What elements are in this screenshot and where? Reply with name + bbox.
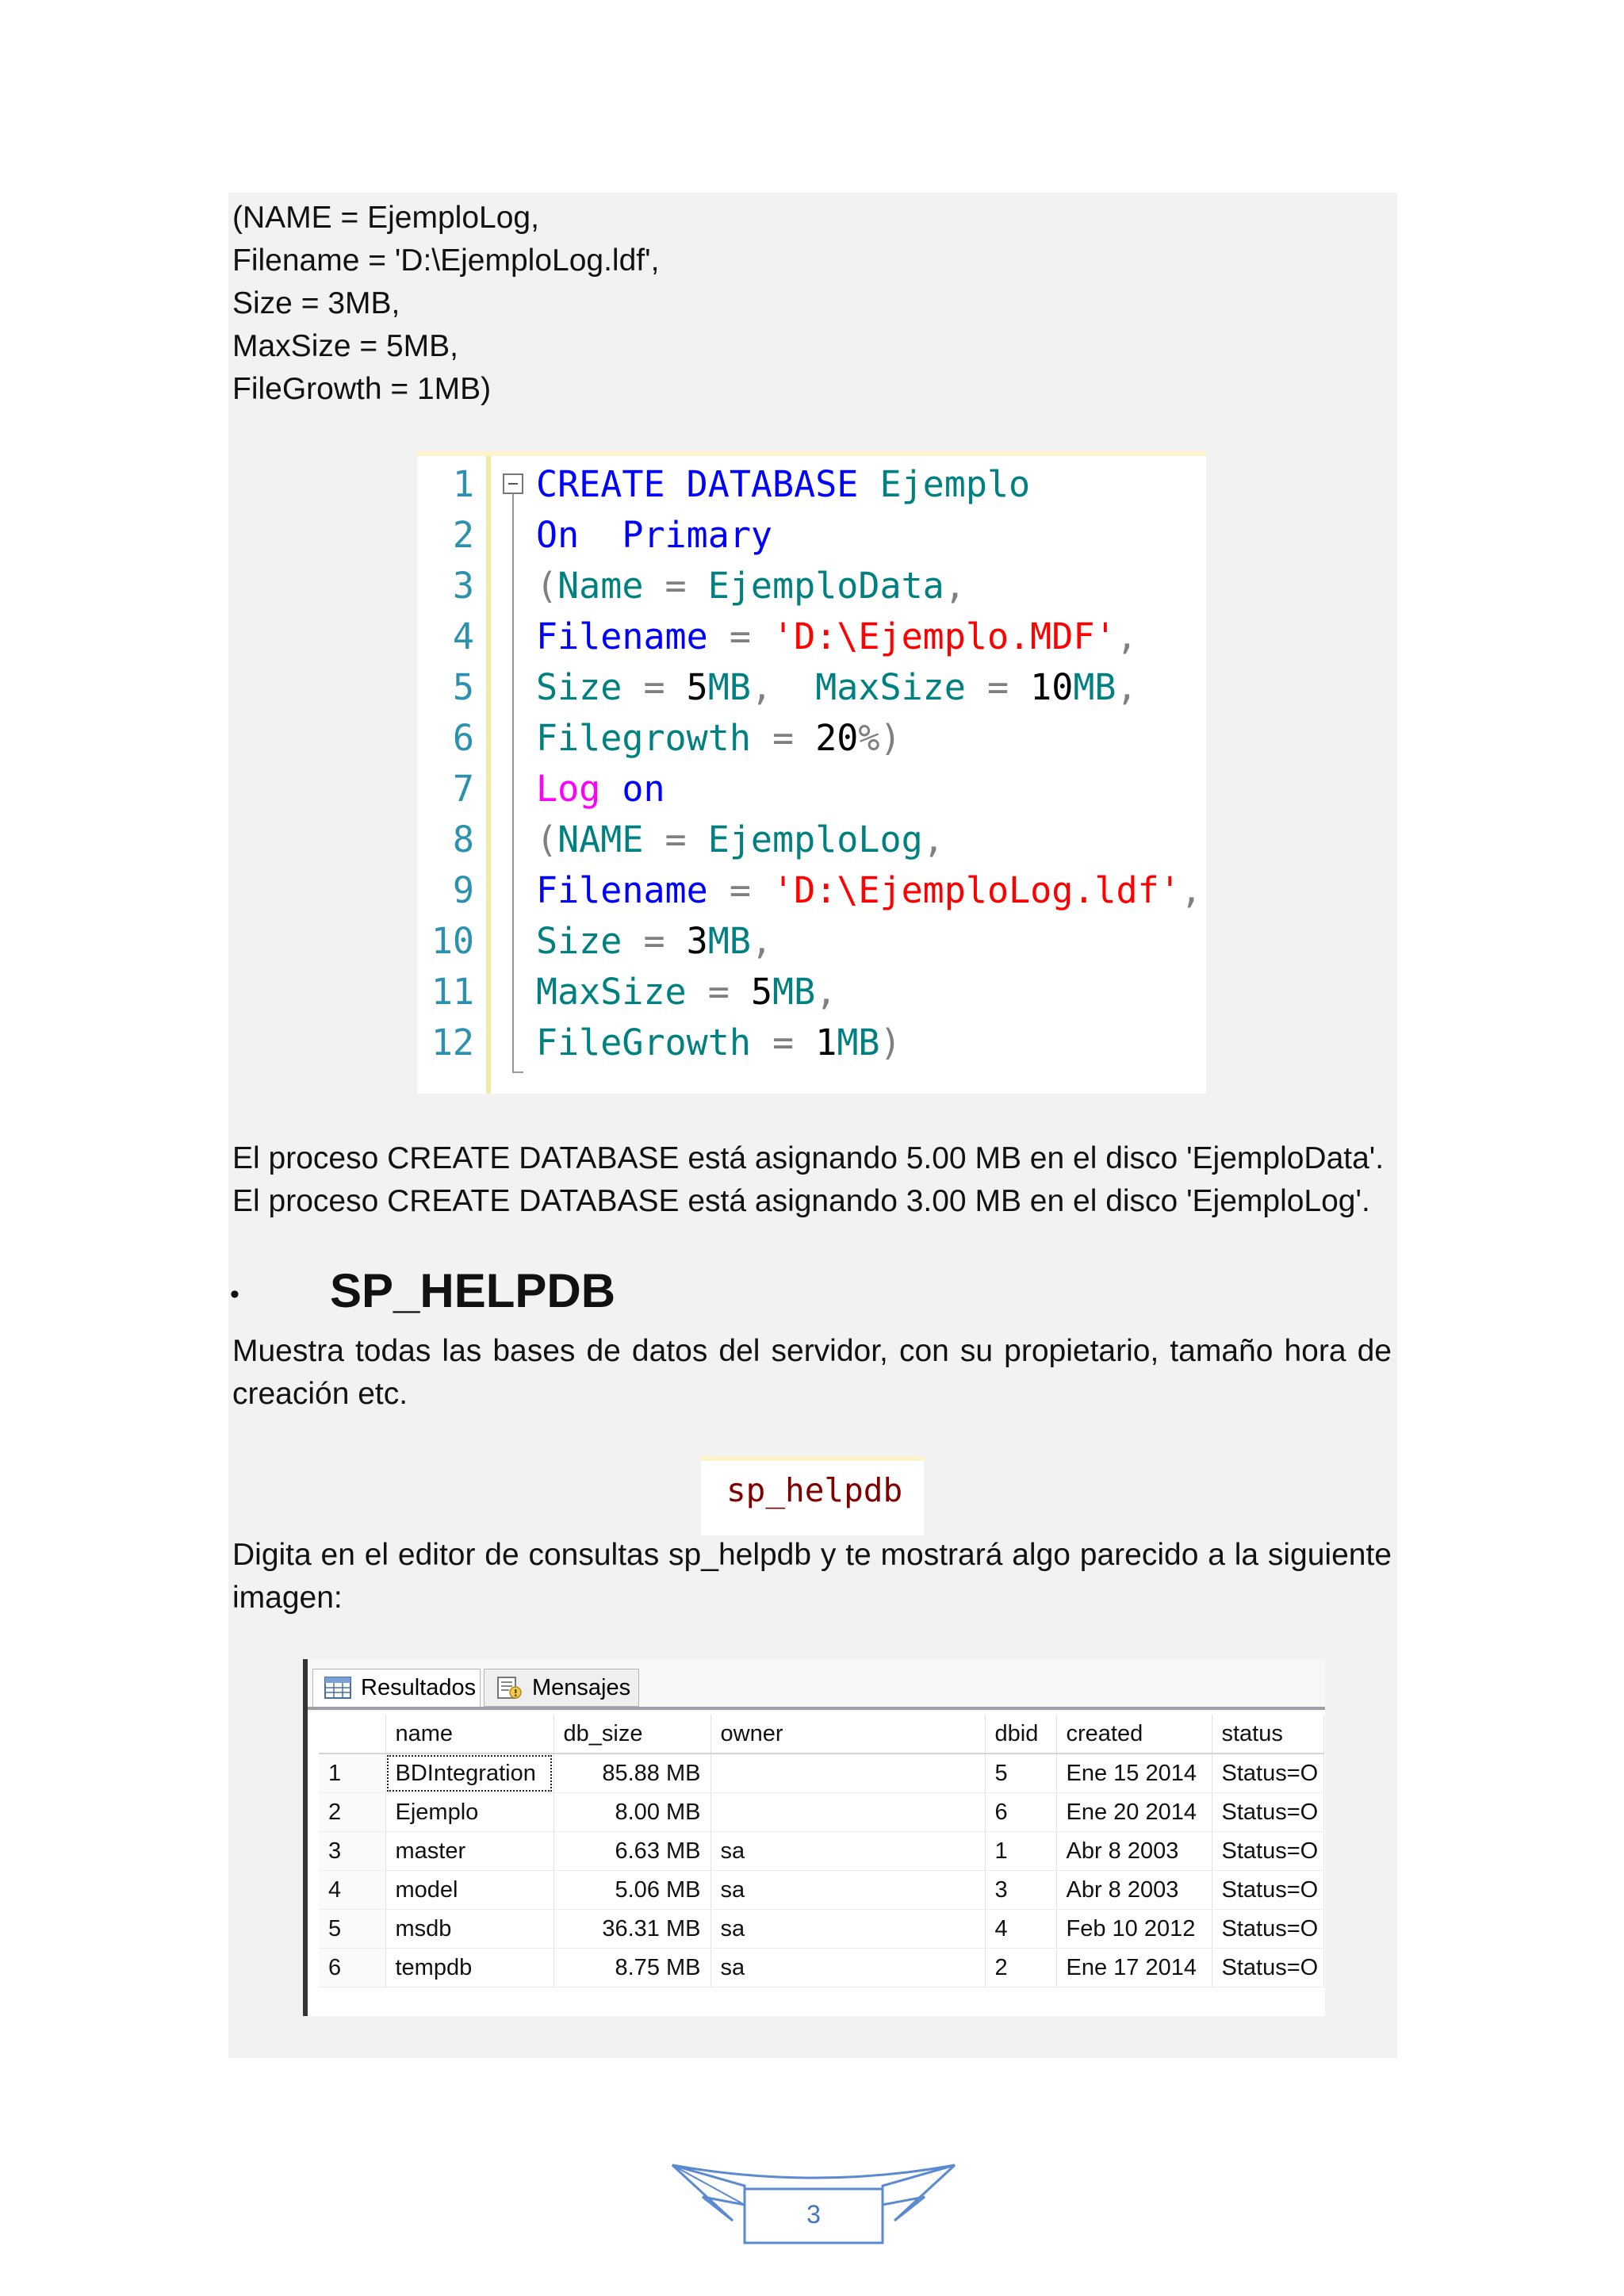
table-cell[interactable]: Status=O [1212, 1793, 1323, 1832]
tab-resultados[interactable] [312, 1669, 481, 1707]
grid-body [319, 1754, 1323, 1987]
code-token: = [750, 1022, 816, 1064]
code-token: , [1116, 615, 1138, 657]
table-cell[interactable]: sa [710, 1910, 985, 1949]
code-token: , [944, 565, 966, 607]
code-token: , [1116, 666, 1138, 708]
table-cell[interactable]: Status=O [1212, 1910, 1323, 1949]
line-number: 9 [452, 869, 474, 911]
code-line [536, 662, 1138, 713]
table-row[interactable] [319, 1949, 1323, 1987]
code-token: 5 [750, 971, 773, 1013]
fold-guide-line [512, 494, 514, 1073]
code-token: MB [772, 971, 816, 1013]
code-line [536, 510, 772, 561]
code-line [536, 1018, 902, 1068]
code-token: 10 [1030, 666, 1074, 708]
intro-line: MaxSize = 5MB, [232, 329, 459, 363]
code-token: = [750, 717, 816, 759]
code-token: on [600, 768, 665, 810]
code-token: 'D:\Ejemplo.MDF' [772, 615, 1116, 657]
code-token: On Primary [536, 514, 773, 556]
table-cell[interactable]: Abr 8 2003 [1056, 1832, 1212, 1871]
code-line [536, 713, 902, 764]
line-number: 6 [452, 717, 474, 759]
code-token: ( [536, 565, 558, 607]
code-token: Size [536, 666, 622, 708]
code-token: Filegrowth [536, 717, 751, 759]
table-cell[interactable]: 2 [985, 1949, 1056, 1987]
table-cell[interactable]: 3 [985, 1871, 1056, 1910]
code-token: , [922, 818, 944, 861]
code-token: Ejemplo [879, 463, 1031, 505]
code-line [536, 459, 1030, 510]
fold-guide-end [512, 1071, 523, 1073]
line-number: 5 [452, 666, 474, 708]
code-line [536, 815, 944, 865]
column-header[interactable]: status [1212, 1715, 1323, 1754]
table-cell[interactable]: msdb [385, 1910, 553, 1949]
line-number: 3 [452, 565, 474, 607]
table-cell[interactable]: 8.00 MB [553, 1793, 710, 1832]
table-cell[interactable]: Status=O [1212, 1754, 1323, 1793]
tab-mensajes[interactable] [484, 1669, 639, 1707]
table-cell[interactable]: Status=O [1212, 1871, 1323, 1910]
code-token: MB [707, 666, 751, 708]
column-header[interactable]: name [385, 1715, 553, 1754]
code-token: EjemploData [707, 565, 944, 607]
column-header[interactable]: owner [710, 1715, 985, 1754]
line-number: 11 [431, 971, 474, 1013]
instruction-line: imagen: [232, 1581, 343, 1615]
intro-line: Filename = 'D:\EjemploLog.ldf', [232, 243, 660, 278]
table-row[interactable] [319, 1754, 1323, 1793]
row-number[interactable]: 5 [319, 1910, 385, 1949]
code-token: MB [837, 1022, 880, 1064]
message-line: El proceso CREATE DATABASE está asignando 5.00 MB en el disco 'EjemploData'. [232, 1141, 1385, 1175]
intro-text [232, 197, 659, 411]
table-cell[interactable]: 5 [985, 1754, 1056, 1793]
create-database-code-block [417, 451, 1206, 1094]
code-line [536, 967, 837, 1018]
code-token: = [643, 818, 708, 861]
intro-line: Size = 3MB, [232, 286, 400, 320]
code-line [536, 561, 966, 611]
code-token: ) [879, 1022, 902, 1064]
table-cell[interactable]: BDIntegration [385, 1754, 553, 1793]
table-cell[interactable]: 4 [985, 1910, 1056, 1949]
code-token: FileGrowth [536, 1022, 751, 1064]
query-messages [232, 1137, 1384, 1223]
code-token: EjemploLog [707, 818, 923, 861]
table-cell[interactable]: sa [710, 1949, 985, 1987]
table-cell[interactable]: Abr 8 2003 [1056, 1871, 1212, 1910]
table-cell[interactable] [710, 1793, 985, 1832]
table-cell[interactable]: Ene 17 2014 [1056, 1949, 1212, 1987]
code-token: , [750, 666, 816, 708]
row-number[interactable]: 4 [319, 1871, 385, 1910]
column-header[interactable]: dbid [985, 1715, 1056, 1754]
description-line: creación etc. [232, 1377, 408, 1411]
line-number-gutter [417, 456, 474, 1094]
code-token: , [1180, 869, 1202, 911]
table-cell[interactable]: 6.63 MB [553, 1832, 710, 1871]
code-token: MB [707, 920, 751, 962]
table-cell[interactable]: sa [710, 1871, 985, 1910]
collapse-toggle-icon[interactable] [503, 473, 523, 494]
table-cell[interactable]: Ene 15 2014 [1056, 1754, 1212, 1793]
code-token: = [643, 565, 708, 607]
table-cell[interactable]: master [385, 1832, 553, 1871]
table-cell[interactable]: 6 [985, 1793, 1056, 1832]
table-row[interactable] [319, 1871, 1323, 1910]
tab-divider [308, 1707, 1325, 1710]
table-cell[interactable] [710, 1754, 985, 1793]
page-number: 3 [806, 2200, 821, 2229]
sp-helpdb-code: sp_helpdb [701, 1456, 924, 1535]
code-token: 1 [815, 1022, 837, 1064]
code-token: 5 [686, 666, 708, 708]
table-row[interactable] [319, 1832, 1323, 1871]
code-token: 'D:\EjemploLog.ldf' [772, 869, 1181, 911]
table-cell[interactable]: 36.31 MB [553, 1910, 710, 1949]
line-number: 4 [452, 615, 474, 657]
table-cell[interactable]: Ene 20 2014 [1056, 1793, 1212, 1832]
column-header[interactable]: created [1056, 1715, 1212, 1754]
grid-header-row [319, 1715, 1323, 1754]
code-line [536, 916, 772, 967]
section-heading: SP_HELPDB [330, 1264, 616, 1317]
table-cell[interactable]: model [385, 1871, 553, 1910]
table-cell[interactable]: Ejemplo [385, 1793, 553, 1832]
tab-label: Resultados [361, 1675, 477, 1700]
code-token: MaxSize [536, 971, 687, 1013]
table-cell[interactable]: 1 [985, 1832, 1056, 1871]
line-number: 7 [452, 768, 474, 810]
code-line [536, 764, 665, 815]
table-cell[interactable]: 5.06 MB [553, 1871, 710, 1910]
code-line [536, 865, 1202, 916]
code-token: MB [1073, 666, 1116, 708]
code-token: , [815, 971, 837, 1013]
line-number: 10 [431, 920, 474, 962]
code-token: Size [536, 920, 622, 962]
code-token: MaxSize [815, 666, 966, 708]
row-number[interactable]: 6 [319, 1949, 385, 1987]
table-cell[interactable]: 8.75 MB [553, 1949, 710, 1987]
code-token: ( [536, 818, 558, 861]
code-token: = [707, 615, 773, 657]
message-line: El proceso CREATE DATABASE está asignando 3.00 MB en el disco 'EjemploLog'. [232, 1184, 1370, 1218]
line-number: 2 [452, 514, 474, 556]
intro-line: (NAME = EjemploLog, [232, 201, 539, 235]
column-header[interactable]: db_size [553, 1715, 710, 1754]
grid-icon [324, 1677, 351, 1699]
table-cell[interactable]: Status=O [1212, 1832, 1323, 1871]
row-number[interactable]: 2 [319, 1793, 385, 1832]
code-token: = [965, 666, 1031, 708]
code-token: 3 [686, 920, 708, 962]
code-token: = [686, 971, 751, 1013]
column-header[interactable] [319, 1715, 385, 1754]
table-row[interactable] [319, 1793, 1323, 1832]
code-token: Filename [536, 869, 708, 911]
line-number: 12 [431, 1022, 474, 1064]
code-token: Name [557, 565, 644, 607]
code-token: Filename [536, 615, 708, 657]
code-token: NAME [557, 818, 644, 861]
code-line [536, 611, 1138, 662]
code-token: , [750, 920, 773, 962]
section-description [232, 1330, 1392, 1416]
table-cell[interactable]: 85.88 MB [553, 1754, 710, 1793]
results-grid [319, 1715, 1324, 1987]
description-line: Muestra todas las bases de datos del servidor, con su propietario, tamaño hora de [232, 1334, 1392, 1368]
results-pane [303, 1659, 1325, 2016]
code-token: %) [858, 717, 902, 759]
table-cell[interactable]: Feb 10 2012 [1056, 1910, 1212, 1949]
tab-label: Mensajes [532, 1675, 631, 1700]
row-number[interactable]: 3 [319, 1832, 385, 1871]
line-number: 8 [452, 818, 474, 861]
row-number[interactable]: 1 [319, 1754, 385, 1793]
code-token: = [622, 666, 687, 708]
bullet-icon: • [230, 1279, 239, 1309]
section-instruction [232, 1534, 1392, 1619]
code-token: CREATE DATABASE [536, 463, 880, 505]
messages-icon [496, 1677, 523, 1699]
table-cell[interactable]: Status=O [1212, 1949, 1323, 1987]
instruction-line: Digita en el editor de consultas sp_helpdb y te mostrará algo parecido a la siguiente [232, 1538, 1392, 1572]
table-cell[interactable]: tempdb [385, 1949, 553, 1987]
intro-line: FileGrowth = 1MB) [232, 372, 492, 406]
table-cell[interactable]: sa [710, 1832, 985, 1871]
code-token: Log [536, 768, 601, 810]
change-margin-bar [486, 456, 491, 1094]
results-tab-strip [308, 1659, 1325, 1711]
code-token: = [707, 869, 773, 911]
line-number: 1 [452, 463, 474, 505]
code-token: 20 [815, 717, 859, 759]
code-token: = [622, 920, 687, 962]
table-row[interactable] [319, 1910, 1323, 1949]
